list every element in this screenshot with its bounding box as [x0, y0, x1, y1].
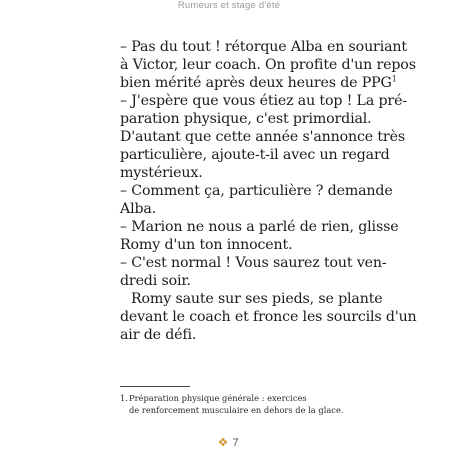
footnote-number: 1.: [120, 393, 128, 403]
footnote-text-1: Préparation physique générale : exercices: [129, 393, 307, 403]
text-line: – Marion ne nous a parlé de rien, glisse: [120, 219, 399, 235]
text-line: air de défi.: [120, 327, 197, 343]
footnote-marker: 1: [391, 74, 397, 84]
text-line: devant le coach et fronce les sourcils d'un: [120, 309, 417, 325]
text-line: Romy d'un ton innocent.: [120, 237, 293, 253]
text-line: – Pas du tout ! rétorque Alba en souriant: [120, 39, 407, 55]
text-line-with-footnote: [120, 74, 397, 92]
text-line: – J'espère que vous étiez au top ! La pré-: [120, 93, 407, 109]
footnote-text-2: de renforcement musculaire en dehors de la glace.: [129, 404, 344, 415]
running-head: Rumeurs et stage d'été: [177, 0, 281, 11]
text-line: paration physique, c'est primordial.: [120, 111, 372, 127]
text-line: mystérieux.: [120, 165, 203, 181]
text-line: à Victor, leur coach. On profite d'un repos: [120, 57, 416, 73]
text-line: particulière, ajoute-t-il avec un regard: [120, 147, 390, 163]
text-line: D'autant que cette année s'annonce très: [120, 129, 405, 145]
text-line: Alba.: [120, 201, 157, 217]
text-line: Romy saute sur ses pieds, se plante: [131, 291, 383, 307]
footnote: [120, 393, 360, 416]
footnote-line-1: [120, 393, 360, 405]
text-line: bien mérité après deux heures de PPG: [120, 75, 392, 91]
text-line: – C'est normal ! Vous saurez tout ven-: [120, 255, 387, 271]
text-line: dredi soir.: [120, 273, 191, 289]
page-number: 7: [232, 437, 239, 449]
footnote-divider: [120, 386, 190, 387]
text-line: – Comment ça, particulière ? demande: [120, 183, 393, 199]
flower-ornament-icon: [219, 438, 227, 446]
page-footer: [0, 437, 458, 449]
